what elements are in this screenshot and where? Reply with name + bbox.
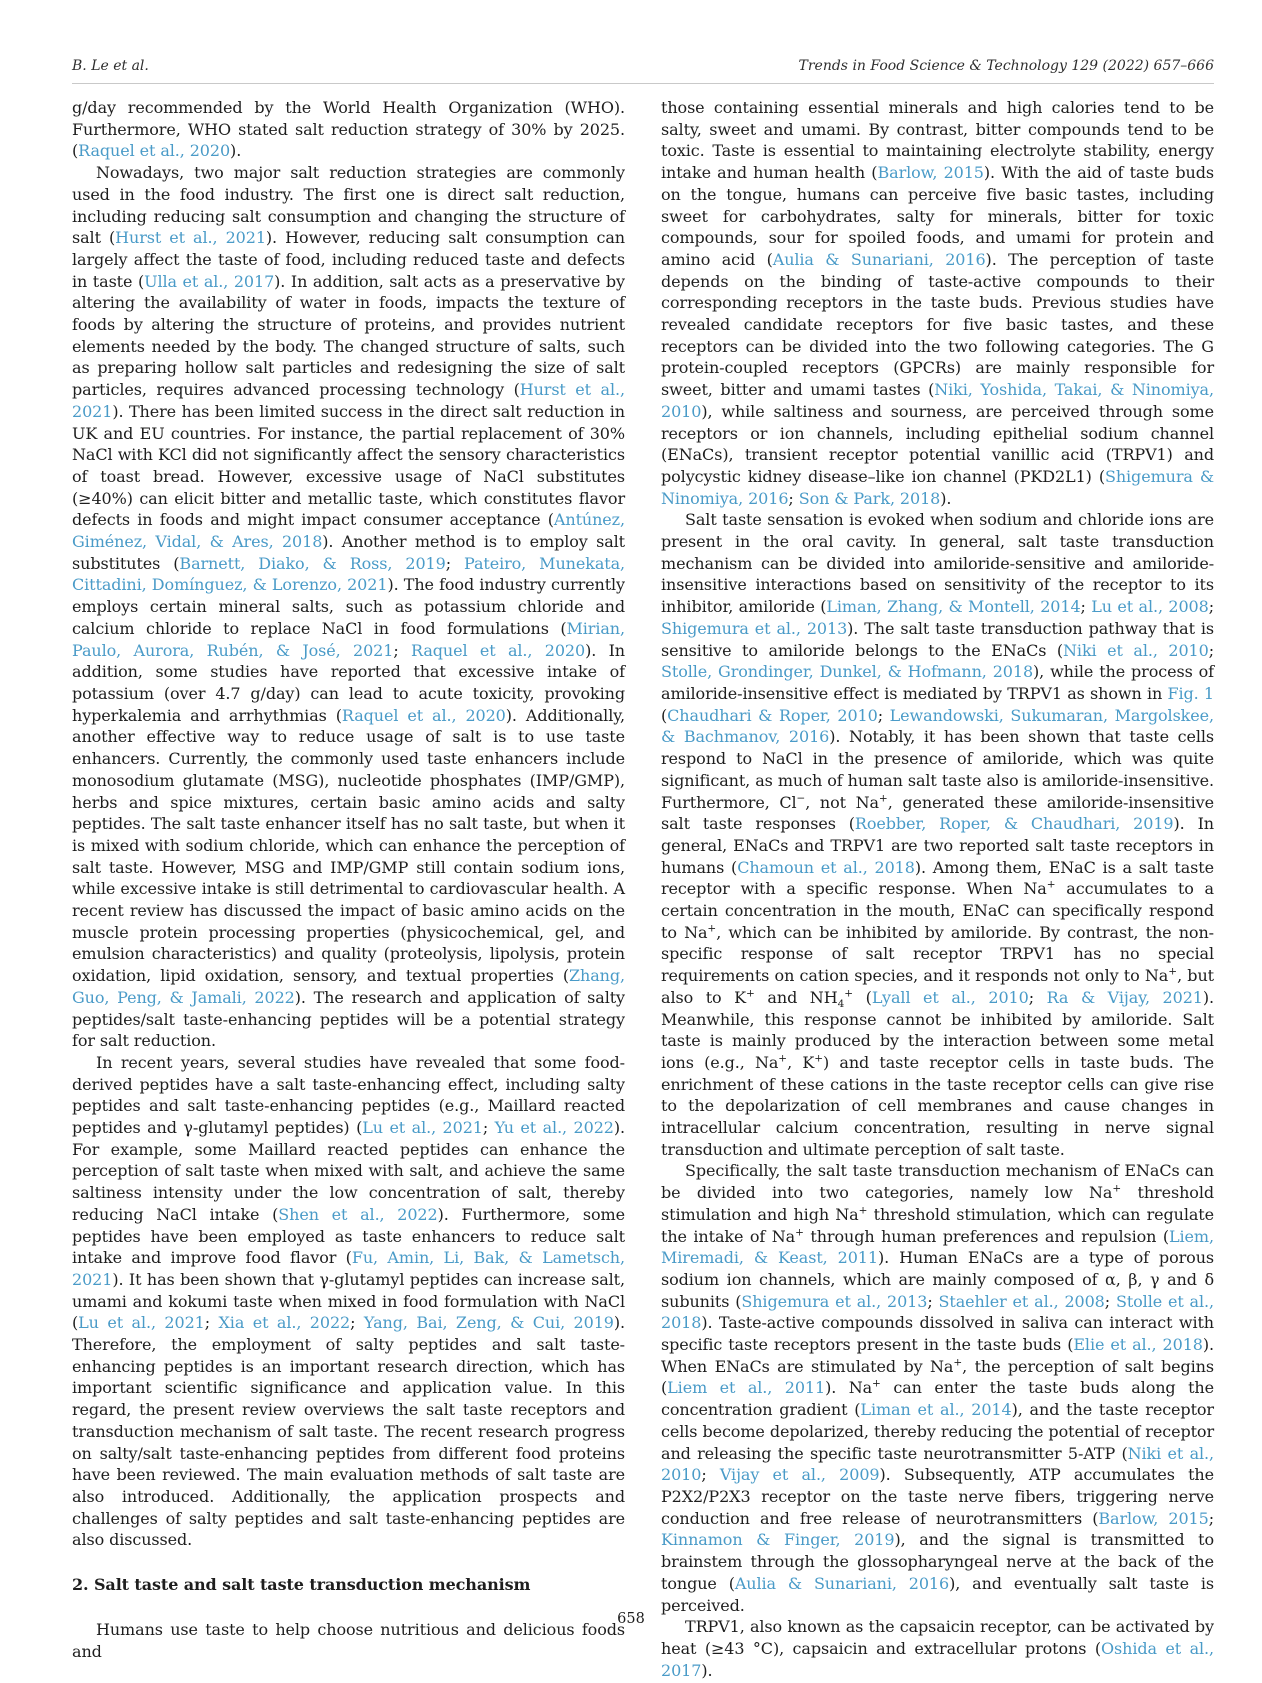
text-run: ). Additionally, another effective way to reduce usage of salt is to use taste enhancers. Currently, the commonly used taste enhancers include monosodium glutamate (MSG), nucleotide phosphates (IMP/GMP), herbs and spice mixtures, certain basic amino acids and salty peptides. The salt taste enhancer itself has no salt taste, but when it is mixed with sodium chloride, which can enhance the perception of salt taste. However, MSG and IMP/GMP still contain sodium ions, while excessive intake is still detrimental to cardiovascular health. A recent review has discussed the impact of basic amino acids on the muscle protein processing properties (physicochemical, gel, and emulsion characteristics) and quality (proteolysis, lipolysis, protein oxidation, lipid oxidation, sensory, and textual properties ( bbox=[72, 705, 626, 986]
article-body bbox=[72, 97, 1214, 1681]
citation-link[interactable]: Yang, Bai, Zeng, & Cui, 2019 bbox=[363, 1313, 614, 1333]
citation-link[interactable]: Barnett, Diako, & Ross, 2019 bbox=[179, 553, 446, 573]
citation-link[interactable]: Raquel et al., 2020 bbox=[341, 705, 506, 725]
sub-text: 4 bbox=[837, 998, 845, 1011]
paragraph bbox=[661, 1160, 1214, 1616]
citation-link[interactable]: Roebber, Roper, & Chaudhari, 2019 bbox=[854, 814, 1174, 834]
text-run: ). However, reducing salt consumption can largely affect the taste of food, including reduced taste and defects in taste ( bbox=[72, 228, 626, 291]
text-run: ). The research and application of salty peptides/salt taste-enhancing peptides will be a potential strategy for salt reduction. bbox=[72, 987, 625, 1051]
citation-link[interactable]: Ra & Vijay, 2021 bbox=[1046, 987, 1203, 1007]
sup-text: + bbox=[1112, 1182, 1122, 1195]
text-run: , generated these amiloride-insensitive salt taste responses ( bbox=[661, 792, 1214, 834]
text-run: can enter the taste buds along the concentration gradient ( bbox=[661, 1378, 1214, 1420]
text-run: ). bbox=[230, 141, 242, 161]
citation-link[interactable]: Antúnez, Giménez, Vidal, & Ares, 2018 bbox=[72, 510, 625, 552]
paragraph bbox=[72, 162, 625, 1052]
text-run: ; bbox=[877, 705, 890, 725]
text-run: , the perception of salt begins ( bbox=[661, 1356, 1214, 1398]
citation-link[interactable]: Lu et al., 2021 bbox=[78, 1313, 205, 1333]
text-run: ). Among them, ENaC is a salt taste receptor with a specific response. When Na bbox=[661, 857, 1214, 899]
citation-link[interactable]: Chaudhari & Roper, 2010 bbox=[667, 705, 878, 725]
citation-link[interactable]: Niki et al., 2010 bbox=[661, 1443, 1214, 1485]
text-run: ; bbox=[701, 1465, 720, 1485]
citation-link[interactable]: Liman et al., 2014 bbox=[860, 1400, 1012, 1420]
sup-text: + bbox=[878, 792, 888, 805]
citation-link[interactable]: Shigemura et al., 2013 bbox=[661, 618, 848, 638]
text-run: ). The food industry currently employs certain mineral salts, such as potassium chloride and calcium chloride to replace NaCl in food formulations ( bbox=[72, 575, 625, 638]
text-run: , but also to K bbox=[661, 966, 1214, 1007]
text-run: accumulates to a certain concentration in the mouth, ENaC can specifically respond to Na bbox=[661, 879, 1214, 942]
citation-link[interactable]: Vijay et al., 2009 bbox=[719, 1465, 880, 1485]
text-run: ; bbox=[927, 1291, 939, 1311]
text-run: ; bbox=[350, 1313, 364, 1333]
text-run: ). Another method is to employ salt substitutes ( bbox=[72, 532, 625, 573]
citation-link[interactable]: Hurst et al., 2021 bbox=[72, 380, 625, 421]
citation-link[interactable]: Stolle et al., 2018 bbox=[661, 1291, 1214, 1333]
citation-link[interactable]: Hurst et al., 2021 bbox=[115, 228, 266, 248]
sup-text: + bbox=[778, 1052, 788, 1065]
text-run: ; bbox=[1208, 640, 1214, 660]
citation-link[interactable]: Oshida et al., 2017 bbox=[661, 1638, 1215, 1680]
sup-text: + bbox=[872, 1378, 881, 1391]
text-run: , K bbox=[787, 1052, 815, 1072]
text-run: ; bbox=[445, 553, 464, 573]
citation-link[interactable]: Shigemura & Ninomiya, 2016 bbox=[661, 466, 1214, 508]
text-run: threshold stimulation and high Na bbox=[661, 1183, 1214, 1224]
citation-link[interactable]: Lu et al., 2008 bbox=[1091, 597, 1209, 617]
citation-link[interactable]: Son & Park, 2018 bbox=[798, 488, 941, 508]
text-run: those containing essential minerals and high calories tend to be salty, sweet and umami. By contrast, bitter compounds tend to be toxic. Taste is essential to maintaining electrolyte stability, energy intake and human health ( bbox=[661, 98, 1214, 183]
citation-link[interactable]: Xia et al., 2022 bbox=[218, 1313, 351, 1333]
text-run: Salt taste sensation is evoked when sodium and chloride ions are present in the oral cavity. In general, salt taste transduction mechanism can be divided into amiloride-sensitive and amiloride-insensitive interactions based on sensitivity of the receptor to its inhibitor, amiloride ( bbox=[661, 510, 1214, 617]
text-run: ; bbox=[1028, 987, 1047, 1007]
text-run: ). Therefore, the employment of salty peptides and salt taste-enhancing peptides is an important research direction, which has important scientific significance and application value. In this regard, the present review overviews the salt taste receptors and transduction mechanism of salt taste. The recent research progress on salty/salt taste-enhancing peptides from different food proteins have been reviewed. The main evaluation methods of salt taste are also introduced. Additionally, the application prospects and challenges of salty peptides and salt taste-enhancing peptides are also discussed. bbox=[72, 1313, 625, 1550]
text-run: ; bbox=[1208, 597, 1214, 617]
text-run: In recent years, several studies have revealed that some food-derived peptides have a salt taste-enhancing effect, including salty peptides and salt taste-enhancing peptides (e.g., Maillard reacted peptides and γ-glutamyl peptides) ( bbox=[72, 1052, 625, 1138]
sup-text: + bbox=[953, 1356, 963, 1369]
citation-link[interactable]: Lyall et al., 2010 bbox=[871, 987, 1029, 1007]
text-run: Nowadays, two major salt reduction strategies are commonly used in the food industry. The first one is direct salt reduction, including reducing salt consumption and changing the structure of salt ( bbox=[72, 163, 625, 248]
sup-text: − bbox=[796, 792, 806, 805]
text-run: ). The salt taste transduction pathway that is sensitive to amiloride belongs to the ENaCs ( bbox=[661, 618, 1214, 660]
text-run: ; bbox=[204, 1313, 219, 1333]
citation-link[interactable]: Shen et al., 2022 bbox=[278, 1204, 438, 1224]
text-run: Specifically, the salt taste transduction mechanism of ENaCs can be divided into two categories, namely low Na bbox=[661, 1161, 1214, 1203]
citation-link[interactable]: Niki, Yoshida, Takai, & Ninomiya, 2010 bbox=[661, 380, 1214, 421]
citation-link[interactable]: Pateiro, Munekata, Cittadini, Domínguez, & Lorenzo, 2021 bbox=[72, 553, 626, 595]
sup-text: + bbox=[795, 1226, 804, 1239]
text-run: ). For example, some Maillard reacted peptides can enhance the perception of salt taste when mixed with salt, and achieve the same saltiness intensity under the low concentration of salt, thereby reducing NaCl intake ( bbox=[72, 1118, 625, 1224]
text-run: ; bbox=[393, 640, 412, 660]
text-run: ) and taste receptor cells in taste buds. The enrichment of these cations in the taste receptor cells can give rise to the depolarization of cell membranes and cause changes in intracellular calcium concentration, resulting in nerve signal transduction and ultimate perception of salt taste. bbox=[661, 1052, 1214, 1159]
citation-link[interactable]: Elie et al., 2018 bbox=[1073, 1335, 1203, 1355]
paragraph bbox=[72, 1052, 625, 1551]
right-column bbox=[661, 97, 1214, 1681]
sup-text: + bbox=[1168, 965, 1178, 978]
citation-link[interactable]: Staehler et al., 2008 bbox=[938, 1291, 1105, 1311]
text-run: ). Furthermore, some peptides have been employed as taste enhancers to reduce salt intake and improve food flavor ( bbox=[72, 1204, 625, 1268]
sup-text: + bbox=[844, 987, 854, 1000]
citation-link[interactable]: Shigemura et al., 2013 bbox=[741, 1291, 928, 1311]
text-run: TRPV1, also known as the capsaicin receptor, can be activated by heat (≥43 °C), capsaicin and extracellular protons ( bbox=[661, 1617, 1214, 1658]
text-run: ), and eventually salt taste is perceived. bbox=[661, 1573, 1214, 1615]
citation-link[interactable]: Barlow, 2015 bbox=[1098, 1508, 1209, 1528]
text-run: ). Notably, it has been shown that taste cells respond to NaCl in the presence of amiloride, which was quite significant, as much of human salt taste also is amiloride-insensitive. Furthermore, Cl bbox=[661, 727, 1214, 812]
text-run: ). Na bbox=[825, 1378, 873, 1398]
text-run: ). Taste-active compounds dissolved in saliva can interact with specific taste receptors present in the taste buds ( bbox=[661, 1313, 1214, 1355]
text-run: ). bbox=[701, 1660, 713, 1680]
citation-link[interactable]: Mirian, Paulo, Aurora, Rubén, & José, 2021 bbox=[72, 618, 625, 660]
citation-link[interactable]: Liman, Zhang, & Montell, 2014 bbox=[826, 597, 1081, 617]
text-run: ), while saltiness and sourness, are perceived through some receptors or ion channels, including epithelial sodium channel (ENaCs), transient receptor potential vanillic acid (TRPV1) and polycystic kidney disease–like ion channel (PKD2L1) ( bbox=[661, 401, 1214, 486]
text-run: ), and the taste receptor cells become depolarized, thereby reducing the potential of receptor and releasing the specific taste neurotransmitter 5-ATP ( bbox=[661, 1400, 1214, 1463]
citation-link[interactable]: Barlow, 2015 bbox=[877, 163, 984, 183]
text-run: ). The perception of taste depends on the binding of taste-active compounds to their corresponding receptors in the taste buds. Previous studies have revealed candidate receptors for five basic tastes, and these receptors can be divided into the two following categories. The G protein-coupled receptors (GPCRs) are mainly responsible for sweet, bitter and umami tastes ( bbox=[661, 249, 1214, 400]
text-run: through human preferences and repulsion ( bbox=[803, 1226, 1170, 1246]
text-run: ). bbox=[940, 488, 952, 508]
text-run: threshold stimulation, which can regulate the intake of Na bbox=[661, 1204, 1214, 1246]
text-run: ; bbox=[1208, 1508, 1214, 1528]
left-column bbox=[72, 97, 625, 1681]
page-header bbox=[72, 58, 1214, 83]
paragraph bbox=[72, 97, 625, 162]
text-run: ). Meanwhile, this response cannot be inhibited by amiloride. Salt taste is mainly produced by the interaction between some metal ions (e.g., Na bbox=[661, 987, 1215, 1072]
text-run: ). With the aid of taste buds on the tongue, humans can perceive five basic tastes, including sweet for carbohydrates, salty for minerals, bitter for toxic compounds, sour for spoiled foods, and umami for protein and amino acid ( bbox=[661, 163, 1214, 269]
text-run: ; bbox=[1080, 597, 1092, 617]
running-author: B. Le et al. bbox=[72, 58, 149, 74]
journal-citation: Trends in Food Science & Technology 129 (2022) 657–666 bbox=[798, 58, 1214, 74]
text-run: ). There has been limited success in the direct salt reduction in UK and EU countries. For instance, the partial replacement of 30% NaCl with KCl did not significantly affect the sensory characteristics of toast bread. However, excessive usage of NaCl substitutes (≥40%) can elicit bitter and metallic taste, which constitutes flavor defects in foods and might impact consumer acceptance ( bbox=[72, 401, 625, 530]
page-footer bbox=[0, 1611, 1262, 1627]
paragraph bbox=[661, 509, 1214, 1160]
sup-text: + bbox=[814, 1052, 823, 1065]
text-run: ). When ENaCs are stimulated by Na bbox=[661, 1335, 1214, 1376]
text-run: ), and the signal is transmitted to brainstem through the glossopharyngeal nerve at the back of the tongue ( bbox=[661, 1530, 1214, 1593]
citation-link[interactable]: Aulia & Sunariani, 2016 bbox=[772, 249, 986, 269]
citation-link[interactable]: Yu et al., 2022 bbox=[494, 1118, 614, 1138]
text-run: ). In addition, salt acts as a preservative by altering the availability of water in foods, impacts the texture of foods by altering the structure of proteins, and provides nutrient elements needed by the body. The changed structure of salts, such as preparing hollow salt particles and redesigning the size of salt particles, requires advanced processing technology ( bbox=[72, 271, 625, 400]
sup-text: + bbox=[746, 987, 755, 1000]
section-heading: 2. Salt taste and salt taste transduction mechanism bbox=[72, 1575, 531, 1595]
text-run: and NH bbox=[754, 987, 838, 1007]
paragraph bbox=[661, 97, 1214, 509]
citation-link[interactable]: Ulla et al., 2017 bbox=[144, 271, 275, 291]
text-run: , which can be inhibited by amiloride. By contrast, the non-specific response of salt receptor TRPV1 has no special requirements on cation species, and it responds not only to Na bbox=[661, 922, 1214, 986]
text-run: ). Human ENaCs are a type of porous sodium ion channels, which are mainly composed of α, β, γ and δ subunits ( bbox=[661, 1248, 1215, 1311]
header-divider bbox=[72, 83, 1214, 84]
citation-link[interactable]: Kinnamon & Finger, 2019 bbox=[661, 1530, 895, 1550]
sup-text: + bbox=[1046, 878, 1056, 891]
text-run: , not Na bbox=[805, 792, 879, 812]
citation-link[interactable]: Fig. 1 bbox=[1167, 683, 1214, 703]
text-run: g/day recommended by the World Health Organization (WHO). Furthermore, WHO stated salt reduction strategy of 30% by 2025. ( bbox=[72, 98, 625, 161]
citation-link[interactable]: Raquel et al., 2020 bbox=[411, 640, 586, 660]
citation-link[interactable]: Niki et al., 2010 bbox=[1063, 640, 1209, 660]
sup-text: + bbox=[858, 1204, 868, 1217]
text-run: ). It has been shown that γ-glutamyl peptides can increase salt, umami and kokumi taste when mixed in food formulation with NaCl ( bbox=[72, 1269, 625, 1333]
text-run: ; bbox=[788, 488, 799, 508]
text-run: ( bbox=[853, 987, 872, 1007]
citation-link[interactable]: Stolle, Grondinger, Dunkel, & Hofmann, 2018 bbox=[661, 662, 1034, 682]
citation-link[interactable]: Lewandowski, Sukumaran, Margolskee, & Bachmanov, 2016 bbox=[661, 705, 1215, 747]
citation-link[interactable]: Zhang, Guo, Peng, & Jamali, 2022 bbox=[72, 966, 625, 1007]
citation-link[interactable]: Aulia & Sunariani, 2016 bbox=[734, 1573, 950, 1593]
sup-text: + bbox=[707, 922, 717, 935]
citation-link[interactable]: Liem et al., 2011 bbox=[667, 1378, 826, 1398]
citation-link[interactable]: Chamoun et al., 2018 bbox=[737, 857, 915, 877]
citation-link[interactable]: Raquel et al., 2020 bbox=[78, 141, 231, 161]
text-run: ). In addition, some studies have reported that excessive intake of potassium (over 4.7 g/day) can lead to acute toxicity, provoking hyperkalemia and arrhythmias ( bbox=[72, 640, 626, 725]
citation-link[interactable]: Liem, Miremadi, & Keast, 2011 bbox=[661, 1226, 1214, 1268]
text-run: ( bbox=[661, 705, 668, 725]
text-run: Humans use taste to help choose nutritious and delicious foods and bbox=[72, 1619, 625, 1661]
text-run: ). Subsequently, ATP accumulates the P2X2/P2X3 receptor on the taste nerve fibers, triggering nerve conduction and free release of neurotransmitters ( bbox=[661, 1465, 1214, 1528]
citation-link[interactable]: Fu, Amin, Li, Bak, & Lametsch, 2021 bbox=[72, 1248, 625, 1289]
text-run: ; bbox=[482, 1118, 495, 1138]
citation-link[interactable]: Lu et al., 2021 bbox=[362, 1118, 483, 1138]
text-run: ), while the process of amiloride-insensitive effect is mediated by TRPV1 as shown in bbox=[661, 662, 1214, 703]
text-run: ). In general, ENaCs and TRPV1 are two reported salt taste receptors in humans ( bbox=[661, 814, 1214, 877]
page-number: 658 bbox=[617, 1611, 645, 1627]
text-run: ; bbox=[1104, 1291, 1116, 1311]
